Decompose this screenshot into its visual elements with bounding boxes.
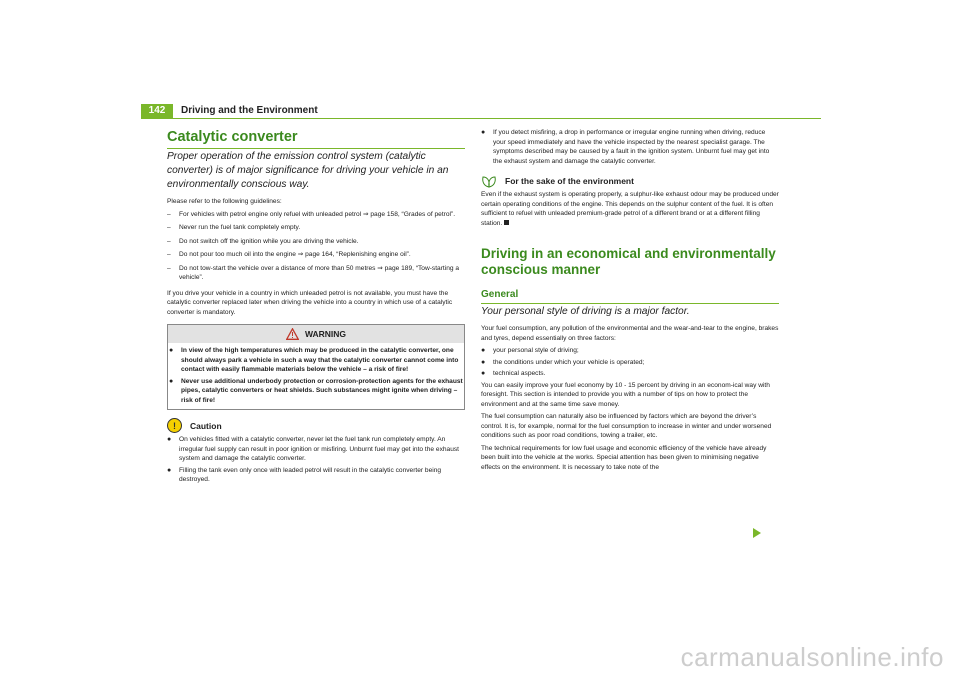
caution-icon: ! [167, 418, 182, 433]
section-title: Catalytic converter [167, 128, 465, 149]
environment-leaf-icon [481, 174, 497, 188]
section-end-mark [504, 220, 509, 225]
continue-arrow-icon [753, 528, 761, 538]
body-paragraph: You can easily improve your fuel economy by 10 - 15 percent by driving in an econom-ical way with foresight. This section is intended to provide you with a number of tips on how to protect the environment and at the same time save money. [481, 381, 770, 408]
environment-header [481, 174, 779, 188]
right-column [481, 128, 779, 475]
caution-header [167, 418, 465, 433]
subsection-lead: Your personal style of driving is a major factor. [481, 306, 690, 317]
warning-item: ● Never use additional underbody protection or corrosion-protection agents for the exhaust pipes, catalytic converters or heat shields. Such substances might ignite when driving – risk of fire! [169, 377, 463, 404]
guideline-item: – Do not pour too much oil into the engine ⇒ page 164, “Replenishing engine oil”. [167, 251, 411, 258]
warning-triangle-icon [286, 328, 299, 340]
general-intro: Your fuel consumption, any pollution of the environmental and the wear-and-tear to the engine, brakes and tyres, depend essentially on three factors: [481, 325, 779, 342]
left-column [167, 128, 465, 487]
page-number: 142 [141, 104, 173, 118]
caution-item: ● On vehicles fitted with a catalytic converter, never let the fuel tank run completely empty. An irregular fuel supply can result in poor ignition or misfiring. Unburnt fuel may get into the exhaust system and damage the catalytic converter. [167, 436, 460, 462]
body-paragraph: The technical requirements for low fuel usage and economic efficiency of the vehicle have already been built into the vehicle at the works. Special attention has been given to minimising negative effects on the environment. It is necessary to take note of the [481, 444, 767, 471]
caution-item: ● If you detect misfiring, a drop in performance or irregular engine running when driving, reduce your speed immediately and have the vehicle inspected by the nearest specialist garage. The symptoms described may be caused by a fault in the ignition system. Unburnt fuel may get into the exhaust system and damage the catalytic converter. [481, 129, 770, 165]
factor-item: ● your personal style of driving; [481, 347, 579, 354]
chapter-title: Driving in an economical and environmentally conscious manner [481, 246, 776, 277]
guideline-item: – Never run the fuel tank completely empty. [167, 224, 301, 231]
warning-box [167, 324, 465, 410]
running-header: Driving and the Environment [181, 105, 318, 116]
guideline-item: – Do not tow-start the vehicle over a distance of more than 50 metres ⇒ page 189, “Tow-starting a vehicle”. [167, 264, 460, 281]
environment-title: For the sake of the environment [505, 176, 634, 186]
caution-item: ● Filling the tank even only once with leaded petrol will result in the catalytic converter being destroyed. [167, 466, 442, 483]
subsection-title: General [481, 288, 779, 304]
factor-item: ● technical aspects. [481, 370, 546, 377]
warning-item: ● In view of the high temperatures which may be produced in the catalytic converter, one should always park a vehicle in such a way that the catalytic converter cannot come into contact with easily flammable materials below the vehicle – a risk of fire! [169, 347, 459, 373]
guidelines-intro: Please refer to the following guidelines: [167, 198, 282, 205]
watermark: carmanualsonline.info [680, 642, 944, 672]
environment-text: Even if the exhaust system is operating properly, a sulphur-like exhaust odour may be produced under certain operating conditions of the engine. This depends on the sulphur content of the fuel. It is often sufficient to refuel with unleaded premium-grade petrol of a different brand or at a different filling station. [481, 191, 779, 227]
warning-header [168, 325, 464, 343]
abroad-paragraph: If you drive your vehicle in a country in which unleaded petrol is not available, you must have the catalytic converter replaced later when driving the vehicle into a country in which use of a catalytic converter is mandatory. [167, 289, 453, 316]
guideline-item: – Do not switch off the ignition while you are driving the vehicle. [167, 237, 359, 245]
body-paragraph: The fuel consumption can naturally also be influenced by factors which are beyond the driver’s control. It is, for example, normal for the fuel consumption to increase in winter and under worsened conditions such as poor road conditions, towing a trailer, etc. [481, 413, 772, 439]
warning-title: WARNING [304, 329, 347, 339]
header-rule [141, 118, 821, 119]
factor-item: ● the conditions under which your vehicle is operated; [481, 358, 645, 366]
section-lead: Proper operation of the emission control system (catalytic converter) is of major significance for driving your vehicle in an environmentally conscious way. [167, 151, 449, 190]
caution-title: Caution [190, 420, 222, 431]
warning-body [168, 343, 464, 409]
guideline-item: – For vehicles with petrol engine only refuel with unleaded petrol ⇒ page 158, “Grades of petrol”. [167, 210, 456, 218]
